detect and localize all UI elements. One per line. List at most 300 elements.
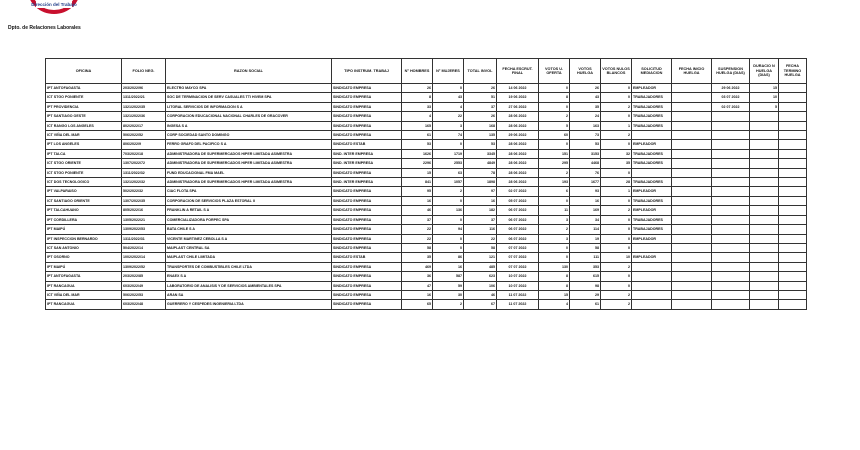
column-header: FOLIO NEG. <box>122 59 166 84</box>
table-cell: ICT VIÑA DEL MAR <box>46 131 122 140</box>
table-cell: 0 <box>601 112 632 121</box>
table-cell: 28 06 2022 <box>497 149 539 158</box>
table-cell <box>779 262 807 271</box>
table-cell: IPT TALCAHUANO <box>46 206 122 215</box>
table-cell: 135 <box>464 131 497 140</box>
table-cell: 93 <box>570 187 601 196</box>
table-cell <box>712 112 750 121</box>
table-cell: IPT VALPARAISO <box>46 187 122 196</box>
table-cell: 0 <box>539 102 570 111</box>
table-cell: IPT RANCAGUA <box>46 281 122 290</box>
table-cell: TRABAJADORES <box>632 196 672 205</box>
table-cell: SINDICATO EMPRESA <box>332 262 402 271</box>
table-cell: CIAC FLOTA SPA <box>166 187 332 196</box>
table-cell: 0 <box>601 272 632 281</box>
table-cell: 28 06 2022 <box>497 121 539 130</box>
table-cell: TRABAJADORES <box>632 178 672 187</box>
table-cell: FUND EDUCACIONAL FMA MAEL <box>166 168 332 177</box>
table-row <box>46 102 807 111</box>
table-row <box>46 262 807 271</box>
table-cell: 0 <box>539 196 570 205</box>
table-cell <box>750 187 779 196</box>
table-cell <box>672 140 712 149</box>
table-cell <box>779 300 807 309</box>
table-cell <box>779 93 807 102</box>
table-cell: 8 <box>539 93 570 102</box>
table-cell <box>779 196 807 205</box>
column-header: TIPO INSTRUM. TRABAJ <box>332 59 402 84</box>
column-header: TOTAL INVOL <box>464 59 497 84</box>
table-cell: 26 <box>402 84 433 93</box>
table-cell <box>672 281 712 290</box>
table-cell: 05 07 2022 <box>497 196 539 205</box>
table-cell: 35 <box>570 102 601 111</box>
table-row <box>46 187 807 196</box>
table-cell: ICT STGO PONIENTE <box>46 168 122 177</box>
table-cell: 10 <box>601 253 632 262</box>
table-cell: 0 <box>539 253 570 262</box>
table-cell: 0 <box>601 168 632 177</box>
table-cell: 15 <box>750 84 779 93</box>
table-cell <box>712 243 750 252</box>
table-cell: 111 <box>570 253 601 262</box>
table-cell: SINDICATO EMPRESA <box>332 290 402 299</box>
table-cell: 1311/2022/32 <box>122 168 166 177</box>
table-cell: 4 <box>402 112 433 121</box>
table-cell <box>632 262 672 271</box>
table-cell <box>672 159 712 168</box>
table-cell <box>712 140 750 149</box>
table-cell <box>712 196 750 205</box>
table-cell: 485 <box>464 262 497 271</box>
table-row <box>46 206 807 215</box>
table-cell <box>672 102 712 111</box>
table-cell: 4 <box>433 102 464 111</box>
table-cell: 703/2022/18 <box>122 149 166 158</box>
table-cell: 46 <box>402 206 433 215</box>
table-cell <box>750 215 779 224</box>
table-cell: 37 <box>402 215 433 224</box>
table-row <box>46 178 807 187</box>
table-cell: 78 <box>464 168 497 177</box>
column-header: VOTOS NULOS BLANCOS <box>601 59 632 84</box>
table-row <box>46 196 807 205</box>
table-cell <box>750 290 779 299</box>
table-cell: 1305/2022/21 <box>122 215 166 224</box>
table-cell <box>672 300 712 309</box>
table-cell: 11 07 2022 <box>497 300 539 309</box>
table-row <box>46 215 807 224</box>
table-cell: SIND. INTER EMPRESA <box>332 159 402 168</box>
table-cell: 1677 <box>570 178 601 187</box>
table-cell: TRABAJADORES <box>632 225 672 234</box>
column-header: N° MUJERES <box>433 59 464 84</box>
table-cell <box>750 253 779 262</box>
table-cell: IPT MAIPÚ <box>46 262 122 271</box>
table-cell: 1309/2022/53 <box>122 225 166 234</box>
logo-text: Dirección del Trabajo <box>31 2 77 7</box>
table-cell <box>712 178 750 187</box>
table-cell: 169 <box>570 206 601 215</box>
table-cell: 151 <box>539 149 570 158</box>
table-cell: 59 <box>433 281 464 290</box>
table-cell: 2 <box>539 112 570 121</box>
table-cell: 3345 <box>464 149 497 158</box>
table-cell <box>712 187 750 196</box>
column-header: FECHA INICIO HUELGA <box>672 59 712 84</box>
table-row <box>46 168 807 177</box>
table-cell: 16 <box>433 262 464 271</box>
table-cell: 504/2022/14 <box>122 243 166 252</box>
table-cell: CORP SOCIEDAD SANTO DOMINGO <box>166 131 332 140</box>
table-cell: 15 <box>539 290 570 299</box>
table-cell: 19 06 2022 <box>497 93 539 102</box>
table-cell: TRABAJADORES <box>632 215 672 224</box>
table-cell: 16 <box>570 196 601 205</box>
table-cell: 28 06 2022 <box>497 168 539 177</box>
table-cell: 2553 <box>433 159 464 168</box>
table-cell <box>750 281 779 290</box>
table-cell: 28 06 2022 <box>497 159 539 168</box>
table-row <box>46 272 807 281</box>
table-cell: 02 07 2022 <box>497 187 539 196</box>
table-cell: 03 07 2022 <box>712 93 750 102</box>
table-cell: CORPORACION EDUCACIONAL NACIONAL CHARLES DE GRACOVER <box>166 112 332 121</box>
table-cell <box>672 187 712 196</box>
table-cell <box>750 168 779 177</box>
table-cell <box>672 196 712 205</box>
table-row <box>46 300 807 309</box>
table-cell: ICT STGO PONIENTE <box>46 93 122 102</box>
table-cell <box>750 159 779 168</box>
table-cell: 1321/2022/35 <box>122 102 166 111</box>
table-cell <box>672 168 712 177</box>
table-cell: 06 07 2022 <box>497 234 539 243</box>
table-cell: ICT VIÑA DEL MAR <box>46 290 122 299</box>
table-cell: IPT TALCA <box>46 149 122 158</box>
table-row <box>46 225 807 234</box>
table-row <box>46 149 807 158</box>
table-cell <box>750 234 779 243</box>
table-cell: 1321/2022/32 <box>122 178 166 187</box>
table-cell: 0 <box>433 234 464 243</box>
table-cell: 24 <box>570 112 601 121</box>
table-cell: 603/2022/48 <box>122 300 166 309</box>
table-cell: 60 <box>539 131 570 140</box>
table-cell: 193 <box>539 178 570 187</box>
table-cell: 2 <box>601 206 632 215</box>
department-subtitle: Dpto. de Relaciones Laborales <box>8 25 81 31</box>
table-cell <box>712 300 750 309</box>
table-cell: 802/2022/17 <box>122 121 166 130</box>
table-cell: 58 <box>570 243 601 252</box>
table-row <box>46 84 807 93</box>
table-cell: 98 <box>570 281 601 290</box>
table-cell: 97 <box>464 187 497 196</box>
table-cell: 623 <box>464 272 497 281</box>
table-cell: 53 <box>464 140 497 149</box>
table-cell: 28 06 2022 <box>497 140 539 149</box>
table-cell: 26 <box>570 84 601 93</box>
table-row <box>46 112 807 121</box>
table-cell: IPT MAIPÚ <box>46 225 122 234</box>
table-cell <box>750 178 779 187</box>
table-cell <box>672 121 712 130</box>
table-cell: SINDICATO ESTAB <box>332 253 402 262</box>
table-row <box>46 131 807 140</box>
table-cell: 19 <box>570 234 601 243</box>
table-cell <box>712 290 750 299</box>
table-cell: 0 <box>601 140 632 149</box>
table-cell: 0 <box>601 93 632 102</box>
table-cell <box>672 93 712 102</box>
table-cell: 2 <box>601 131 632 140</box>
table-cell: 2 <box>601 262 632 271</box>
table-cell: SOC DE TERMINACION DE SERV CASUALES TTI HIVEM SPA <box>166 93 332 102</box>
table-cell: 0 <box>433 243 464 252</box>
table-cell: EMPLEADOR <box>632 84 672 93</box>
table-cell: 61 <box>402 131 433 140</box>
table-cell: ADMINISTRADORA DE SUPERMERCADOS HIPER LIMITADA ASIMESTRA <box>166 149 332 158</box>
table-cell <box>712 121 750 130</box>
table-cell <box>779 206 807 215</box>
table-cell: 841 <box>402 178 433 187</box>
table-cell: 07 07 2022 <box>497 243 539 252</box>
table-cell <box>712 253 750 262</box>
table-cell: 5 <box>750 102 779 111</box>
table-cell: SINDICATO EMPRESA <box>332 272 402 281</box>
table-cell: 94 <box>433 225 464 234</box>
column-header: FECHA ESCRUT. FINAL <box>497 59 539 84</box>
table-cell: 116 <box>464 225 497 234</box>
table-cell: 203/2022/96 <box>122 84 166 93</box>
table-cell <box>779 272 807 281</box>
table-cell <box>779 290 807 299</box>
table-cell <box>750 121 779 130</box>
table-cell <box>750 262 779 271</box>
table-cell: 1002/2022/14 <box>122 253 166 262</box>
table-cell: 14 06 2022 <box>497 84 539 93</box>
table-cell <box>672 290 712 299</box>
table-cell: 8 <box>539 281 570 290</box>
table-cell <box>672 131 712 140</box>
table-cell <box>672 149 712 158</box>
table-cell <box>632 290 672 299</box>
table-cell: VICENTE MARTINEZ CEBOLLA S A <box>166 234 332 243</box>
strikes-table <box>45 58 807 310</box>
table-cell <box>672 262 712 271</box>
table-cell <box>672 206 712 215</box>
table-cell: TRABAJADORES <box>632 102 672 111</box>
table-cell: ADMINISTRADORA DE SUPERMERCADOS HIPER LIMITADA ASIMESTRA <box>166 159 332 168</box>
table-cell: TRABAJADORES <box>632 93 672 102</box>
table-cell: 06 07 2022 <box>497 215 539 224</box>
table-cell: TRABAJADORES <box>632 159 672 168</box>
table-cell: LABORATORIO DE ANALISIS Y DE SERVICIOS AMBIENTALES SPA <box>166 281 332 290</box>
column-header: VOTOS HUELGA <box>570 59 601 84</box>
table-cell: 0 <box>601 84 632 93</box>
table-cell: 0 <box>433 196 464 205</box>
table-row <box>46 253 807 262</box>
table-cell: 806/2022/9 <box>122 140 166 149</box>
table-cell: 6 <box>539 187 570 196</box>
table-cell <box>779 121 807 130</box>
table-cell <box>712 215 750 224</box>
table-cell: 1 <box>601 187 632 196</box>
table-cell: 76 <box>570 168 601 177</box>
table-cell: 37 <box>464 215 497 224</box>
table-cell: EMPLEADOR <box>632 253 672 262</box>
table-cell: 2 <box>539 168 570 177</box>
table-cell: 35 <box>601 159 632 168</box>
table-cell: 2 <box>539 225 570 234</box>
table-cell: 3 <box>539 234 570 243</box>
table-cell: 8 <box>402 93 433 102</box>
table-cell: IPT RANCAGUA <box>46 300 122 309</box>
table-cell <box>750 206 779 215</box>
table-cell: ICT DOS TECNOLOGICO <box>46 178 122 187</box>
table-cell <box>750 225 779 234</box>
table-cell: 1 <box>601 121 632 130</box>
table-cell: 67 <box>464 300 497 309</box>
table-cell: 26 <box>464 112 497 121</box>
table-cell: 28 06 2022 <box>497 112 539 121</box>
table-cell <box>712 281 750 290</box>
table-cell: ICT SANTIAGO ORIENTE <box>46 196 122 205</box>
table-cell: 63 <box>433 168 464 177</box>
table-cell: SINDICATO EMPRESA <box>332 206 402 215</box>
table-cell: SINDICATO EMPRESA <box>332 112 402 121</box>
table-cell: 53 <box>402 140 433 149</box>
table-row <box>46 281 807 290</box>
table-cell: 11 <box>539 206 570 215</box>
column-header: OFICINA <box>46 59 122 84</box>
table-cell: 58 <box>402 243 433 252</box>
table-cell: 106 <box>464 281 497 290</box>
table-cell: 58 <box>464 243 497 252</box>
table-cell: CORPORACION DE SERVICIOS PLAZA ESTORAL II <box>166 196 332 205</box>
table-cell: EMPLEADOR <box>632 187 672 196</box>
table-cell <box>779 178 807 187</box>
table-cell: 0 <box>601 196 632 205</box>
table-cell: 36 <box>402 272 433 281</box>
table-cell: 1898 <box>464 178 497 187</box>
table-cell: SINDICATO EMPRESA <box>332 225 402 234</box>
table-cell: 5 <box>539 121 570 130</box>
table-cell: 07 07 2022 <box>497 253 539 262</box>
table-cell <box>779 84 807 93</box>
table-row <box>46 243 807 252</box>
table-cell: 506/2022/52 <box>122 131 166 140</box>
table-cell: 0 <box>433 215 464 224</box>
table-cell: SINDICATO EMPRESA <box>332 243 402 252</box>
table-cell: BATA CHILE S A <box>166 225 332 234</box>
table-cell <box>779 234 807 243</box>
table-cell: 182 <box>464 206 497 215</box>
table-cell: 121 <box>464 253 497 262</box>
table-cell: 4468 <box>570 159 601 168</box>
table-cell: 10 <box>750 93 779 102</box>
column-header: FECHA TERMINO HUELGA <box>779 59 807 84</box>
table-cell: 2 <box>433 300 464 309</box>
table-cell: 16 <box>402 290 433 299</box>
table-cell: 3 <box>433 121 464 130</box>
table-cell: IPT OSORNO <box>46 253 122 262</box>
table-cell: 10 07 2022 <box>497 281 539 290</box>
table-header-row <box>46 59 807 84</box>
table-cell: 0 <box>539 84 570 93</box>
table-cell: FRANKLIN A RETAIL S A <box>166 206 332 215</box>
table-cell <box>672 112 712 121</box>
table-cell <box>632 300 672 309</box>
table-cell: 130 <box>539 262 570 271</box>
table-cell: 0 <box>601 234 632 243</box>
table-cell <box>712 272 750 281</box>
table-cell: SINDICATO ESTAB <box>332 140 402 149</box>
table-cell: 26 <box>464 84 497 93</box>
table-cell: IPT PROVIDENCIA <box>46 102 122 111</box>
table-cell <box>750 243 779 252</box>
table-cell: SINDICATO EMPRESA <box>332 300 402 309</box>
table-cell: 4 <box>539 300 570 309</box>
table-cell: SINDICATO EMPRESA <box>332 196 402 205</box>
table-cell: 46 <box>464 290 497 299</box>
table-cell: 2 <box>601 300 632 309</box>
table-cell: 4849 <box>464 159 497 168</box>
table-cell: 32 <box>601 149 632 158</box>
table-cell: 3 <box>539 215 570 224</box>
table-cell <box>779 281 807 290</box>
table-cell: 30 <box>433 290 464 299</box>
table-cell: 0 <box>601 215 632 224</box>
table-cell: 28 06 2022 <box>497 178 539 187</box>
table-cell <box>632 281 672 290</box>
table-cell: 0 <box>433 140 464 149</box>
table-cell <box>712 234 750 243</box>
table-cell: 1626 <box>402 149 433 158</box>
table-cell <box>750 196 779 205</box>
table-cell: TRABAJADORES <box>632 149 672 158</box>
table-cell: 1057 <box>433 178 464 187</box>
table-cell: 74 <box>433 131 464 140</box>
table-cell <box>672 243 712 252</box>
table-cell: MAIPLAST CHILE LIMITADA <box>166 253 332 262</box>
table-cell: 11 07 2022 <box>497 290 539 299</box>
table-cell: 1311/2022/21 <box>122 93 166 102</box>
table-cell <box>672 272 712 281</box>
table-cell: 02 07 2022 <box>712 102 750 111</box>
table-cell <box>632 243 672 252</box>
table-cell: 469 <box>402 262 433 271</box>
table-cell: 53 <box>570 140 601 149</box>
table-cell <box>712 206 750 215</box>
table-cell: GUERRERO Y CESPEDES INGENIERIA LTDA <box>166 300 332 309</box>
table-cell: EMPLEADOR <box>632 206 672 215</box>
table-cell: FERRO GRAFO DEL PACIFICO S A <box>166 140 332 149</box>
table-cell: SINDICATO EMPRESA <box>332 121 402 130</box>
column-header: VOTOS U. OFERTA <box>539 59 570 84</box>
table-cell: ADMINISTRADORA DE SUPERMERCADOS HIPER LIMITADA ASIMESTRA <box>166 178 332 187</box>
table-cell <box>750 140 779 149</box>
table-cell: IPT LOS ANGELES <box>46 140 122 149</box>
table-cell <box>750 300 779 309</box>
table-cell: 3153 <box>570 149 601 158</box>
table-cell: ARAN SA <box>166 290 332 299</box>
table-cell <box>750 272 779 281</box>
table-cell: 1719 <box>433 149 464 158</box>
table-cell: SINDICATO EMPRESA <box>332 93 402 102</box>
table-cell: 65 <box>402 300 433 309</box>
